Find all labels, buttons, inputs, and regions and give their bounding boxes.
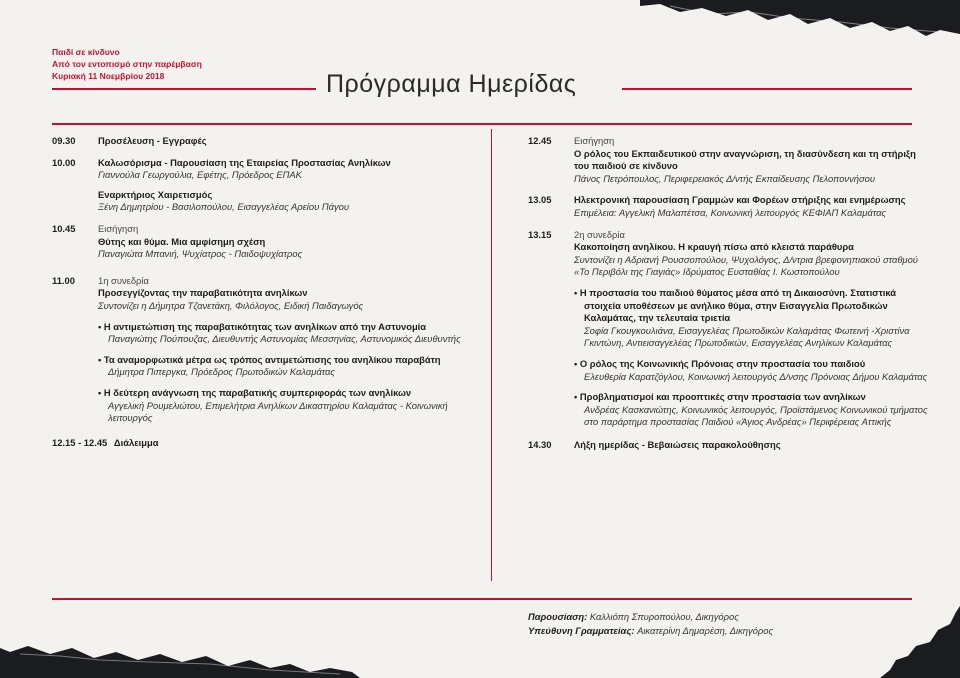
talk-title: • Η προστασία του παιδιού θύματος μέσα από τη Δικαιοσύνη. Στατιστικά στοιχεία υποθέσεων με ανήλικο θύμα, στην Εισαγγελία Πρωτοδικών Καλαμάτας, την τελευταία τριετία [574,286,897,324]
torn-paper-bottom-left [0,632,360,678]
talk-item [574,391,928,429]
entry-speaker: Παναγιώτα Μπανιή, Ψυχίατρος - Παιδοψυχίατρος [98,248,303,260]
break-time: 12.15 - 12.45 [52,436,108,448]
secretariat-name: Αικατερίνη Δημαρέση, Δικηγόρος [637,625,774,636]
talk-item [98,354,482,379]
talk-title: • Ο ρόλος της Κοινωνικής Πρόνοιας στην προστασία του παιδιού [574,357,866,369]
credits [528,610,773,638]
secretariat-label: Υπεύθυνη Γραμματείας: [528,625,635,636]
torn-paper-bottom-right [880,598,960,678]
entry-time: 09.30 [52,135,76,146]
column-divider [491,129,492,581]
presenter-name: Καλλιόπη Σπυροπούλου, Δικηγόρος [589,611,739,622]
schedule-entry [52,157,482,214]
entry-title: Ο ρόλος του Εκπαιδευτικού στην αναγνώριση, τη διασύνδεση και τη στήριξη του παιδιού σε κίνδυνο [574,147,916,172]
entry-time: 10.00 [52,156,76,168]
torn-paper-top-right [640,0,960,38]
schedule-entry [528,194,928,219]
entry-time: 14.30 [528,438,552,450]
entry-label: Εισήγηση [574,135,615,146]
entry-speaker: Γιαννούλα Γεωργούλια, Εφέτης, Πρόεδρος ΕΠΑΚ [98,169,302,181]
entry-title: Θύτης και θύμα. Μια αμφίσημη σχέση [98,235,266,247]
schedule-entry [528,229,928,429]
schedule-entry [52,135,482,148]
talk-item [574,358,928,383]
talk-speaker: Αγγελική Ρουμελιώτου, Επιμελήτρια Ανηλίκων Δικαστηρίου Καλαμάτας - Κοινωνική λειτουργός [108,399,448,424]
schedule-entry [52,223,482,261]
talk-item [98,321,482,346]
entry-title: Προσέλευση - Εγγραφές [98,135,207,146]
talk-item [574,287,928,350]
talk-speaker: Ελευθερία Καρατζόγλου, Κοινωνική λειτουργός Δ/νσης Πρόνοιας Δήμου Καλαμάτας [584,370,928,382]
top-divider [52,123,912,125]
entry-time: 12.45 [528,135,552,146]
talk-title: • Προβληματισμοί και προοπτικές στην προστασία των ανηλίκων [574,391,866,403]
talk-title: • Η δεύτερη ανάγνωση της παραβατικής συμπεριφοράς των ανηλίκων [98,386,412,398]
entry-time: 13.05 [528,194,552,206]
event-date: Κυριακή 11 Νοεμβρίου 2018 [52,71,165,81]
talk-title: • Η αντιμετώπιση της παραβατικότητας των ανηλίκων από την Αστυνομία [98,320,427,332]
title-rule-right [622,88,912,90]
entry-time: 10.45 [52,222,76,234]
entry-speaker: Ξένη Δημητρίου - Βασιλοπούλου, Εισαγγελέας Αρείου Πάγου [98,201,350,213]
entry-speaker: Συντονίζει η Δήμητρα Τζανετάκη, Φιλόλογος, Ειδική Παιδαγωγός [98,299,364,311]
entry-time: 13.15 [528,228,552,240]
talk-speaker: Δήμητρα Πιπεργκα, Πρόεδρος Πρωτοδικών Καλαμάτας [108,366,335,378]
break-entry [52,437,482,450]
talk-speaker: Παναγιώτης Πούπουζας, Διευθυντής Αστυνομίας Μεσσηνίας, Αστυνομικός Διευθυντής [108,333,461,345]
entry-title: Κακοποίηση ανηλίκου. Η κραυγή πίσω από κλειστά παράθυρα [574,241,854,253]
entry-title: Προσεγγίζοντας την παραβατικότητα ανηλίκων [98,287,308,299]
entry-speaker: Συντονίζει η Αδριανή Ρουσσοπούλου, Ψυχολόγος, Δ/ντρια βρεφονηπιακού σταθμού «Το Περιβόλι της Γιαγιάς» Ιδρύματος Ευσταθίας Ι. Κωστοπούλου [574,253,918,278]
entry-subtitle: Εναρκτήριος Χαιρετισμός [98,188,213,200]
event-subtitle: Από τον εντοπισμό στην παρέμβαση [52,59,202,69]
event-name: Παιδί σε κίνδυνο [52,47,120,57]
talk-item [98,387,482,425]
entry-speaker: Επιμέλεια: Αγγελική Μαλαπέτσα, Κοινωνική λειτουργός ΚΕΦΙΑΠ Καλαμάτας [574,206,887,218]
entry-title: Λήξη ημερίδας - Βεβαιώσεις παρακολούθησης [574,438,781,450]
schedule-left-column [52,135,482,458]
bottom-divider [52,598,912,600]
page-title: Πρόγραμμα Ημερίδας [326,70,577,98]
event-info [52,46,202,82]
talk-speaker: Σοφία Γκουγκουλιάνα, Εισαγγελέας Πρωτοδικών Καλαμάτας Φωτεινή -Χριστίνα Γκιντώνη, Αντιεισαγγελέας Πρωτοδικών, Εισαγγελέας Ανηλίκων Καλαμάτας [584,324,910,349]
talk-title: • Τα αναμορφωτικά μέτρα ως τρόπος αντιμετώπισης του ανηλίκου παραβάτη [98,353,441,365]
entry-label: Εισήγηση [98,222,139,234]
title-rule-left [52,88,316,90]
schedule-entry [528,439,928,452]
entry-time: 11.00 [52,274,75,286]
schedule-entry [52,275,482,425]
schedule-entry [528,135,928,185]
break-title: Διάλειμμα [113,436,159,448]
talk-speaker: Ανδρέας Κασκανιώτης, Κοινωνικός λειτουργός, Προϊστάμενος Κοινωνικού τμήματος στο παράρτημα προστασίας Παιδιού «Άγιος Ανδρέας» Περιφέρειας Αττικής [584,403,928,428]
entry-speaker: Πάνος Πετρόπουλος, Περιφερειακός Δ/ντής Εκπαίδευσης Πελοποννήσου [574,172,876,184]
entry-title: Καλωσόρισμα - Παρουσίαση της Εταιρείας Προστασίας Ανηλίκων [98,156,391,168]
entry-label: 1η συνεδρία [98,274,149,286]
schedule-right-column [528,135,928,460]
entry-label: 2η συνεδρία [574,228,625,240]
presenter-label: Παρουσίαση: [528,611,588,622]
entry-title: Ηλεκτρονική παρουσίαση Γραμμών και Φορέων στήριξης και ενημέρωσης [574,194,906,206]
